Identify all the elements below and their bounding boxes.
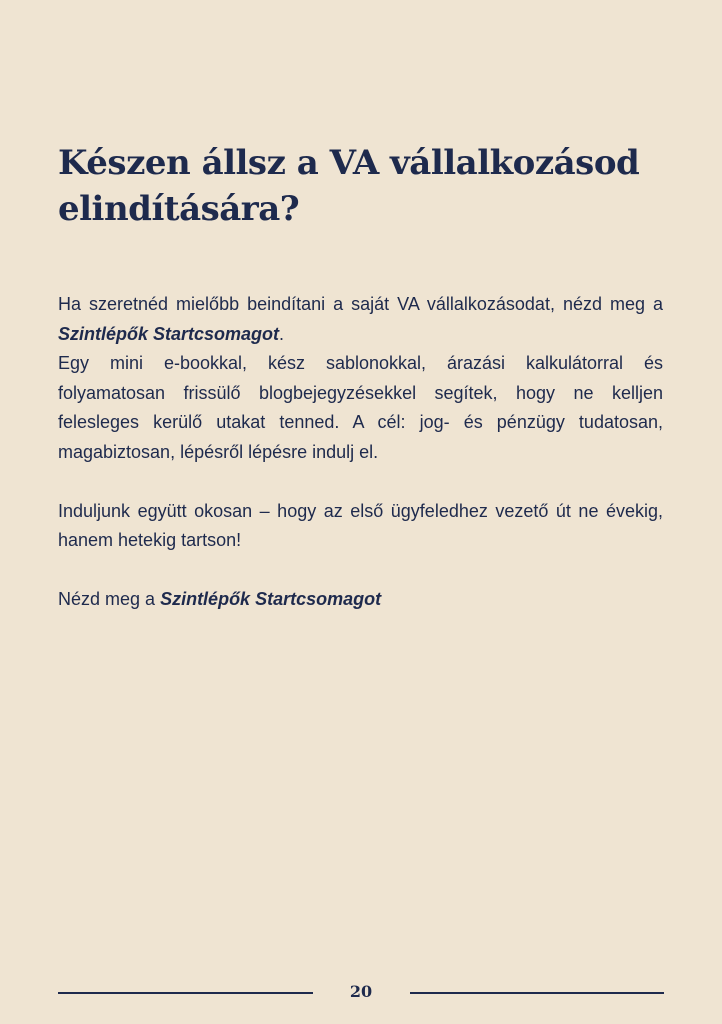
footer-divider-right	[410, 992, 664, 994]
cta-startcsomag-link[interactable]: Szintlépők Startcsomagot	[160, 589, 382, 609]
page-title: Készen állsz a VA vállalkozásod elindítására?	[58, 143, 640, 229]
page-number: 20	[349, 982, 373, 1001]
intro-paragraph	[58, 290, 663, 349]
intro-period: .	[279, 323, 285, 344]
cta-text: Nézd meg a	[58, 589, 161, 609]
page-footer	[58, 980, 664, 1004]
intro-text: Ha szeretnéd mielőbb beindítani a saját VA vállalkozásodat, nézd meg a	[58, 294, 663, 314]
cta-paragraph	[58, 585, 663, 615]
body-text	[58, 290, 663, 615]
description-paragraph: Egy mini e-bookkal, kész sablonokkal, árazási kalkulátorral és folyamatosan frissülő blogbejegyzésekkel segítek, hogy ne kelljen felesleges kerülő utakat tenned. A cél: jog- és pénzügy tudatosan, magabiztosan, lépésről lépésre indulj el.	[58, 353, 663, 462]
motivation-paragraph: Induljunk együtt okosan – hogy az első ügyfeledhez vezető út ne évekig, hanem hetekig tartson!	[58, 500, 663, 550]
startcsomag-link[interactable]: Szintlépők Startcsomagot	[58, 323, 280, 344]
